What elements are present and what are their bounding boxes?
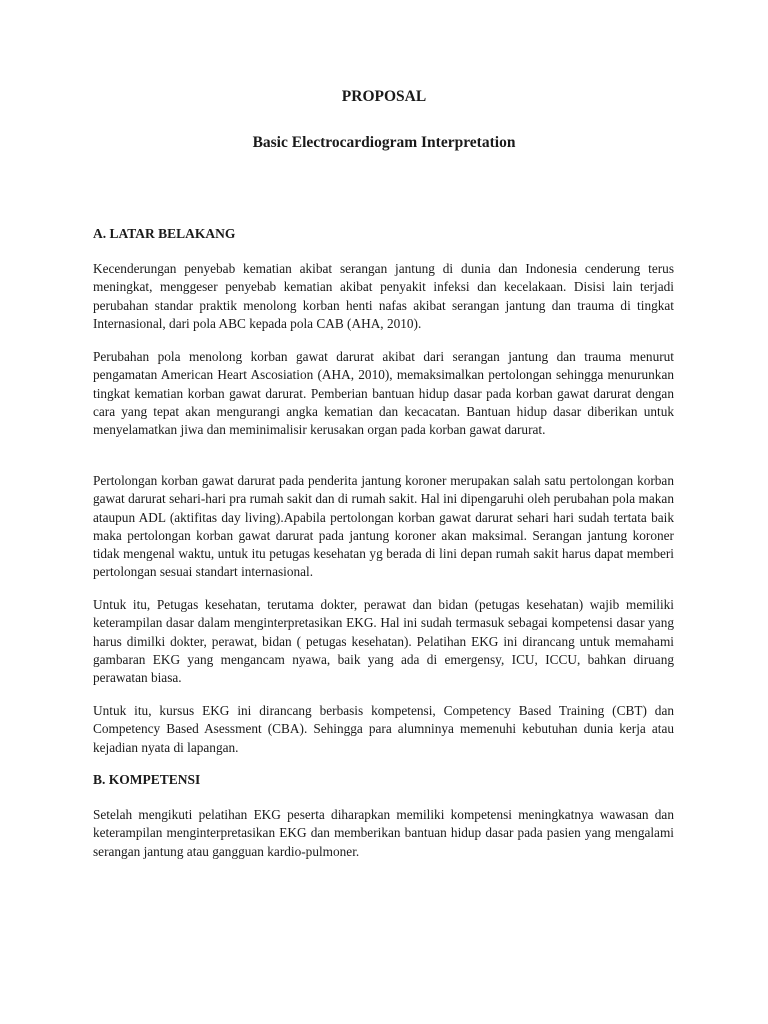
section-heading-kompetensi: B. KOMPETENSI xyxy=(93,772,201,787)
section-heading-latar-belakang: A. LATAR BELAKANG xyxy=(93,226,236,241)
paragraph: Untuk itu, Petugas kesehatan, terutama dokter, perawat dan bidan (petugas kesehatan) wajib memiliki keterampilan dasar dalam menginterpretasikan EKG. Hal ini sudah termasuk sebagai kompetensi dasar yang harus dimilki dokter, perawat, bidan ( petugas kesehatan). Pelatihan EKG ini dirancang untuk memahami gambaran EKG yang mengancam nyawa, baik yang ada di emergensy, ICU, ICCU, bahkan diruang perawatan biasa. xyxy=(93,597,674,686)
document-title: PROPOSAL xyxy=(341,88,427,105)
paragraph: Pertolongan korban gawat darurat pada penderita jantung koroner merupakan salah satu pertolongan korban gawat darurat sehari-hari pra rumah sakit dan di rumah sakit. Hal ini dipengaruhi oleh perubahan pola makan ataupun ADL (aktifitas day living).Apabila pertolongan korban gawat darurat sehari hari sudah tertata baik maka pertolongan korban gawat darurat pada jantung koroner akan maksimal. Serangan jantung koroner tidak mengenal waktu, untuk itu petugas kesehatan yg berada di lini depan rumah sakit harus dapat memberi pertolongan sesuai standart internasional. xyxy=(93,473,674,580)
paragraph: Kecenderungan penyebab kematian akibat serangan jantung di dunia dan Indonesia cenderung terus meningkat, menggeser penyebab kematian akibat penyakit infeksi dan kecelakaan. Disisi lain terjadi perubahan standar praktik menolong korban henti nafas akibat serangan jantung dan trauma di tingkat Internasional, dari pola ABC kepada pola CAB (AHA, 2010). xyxy=(93,261,674,331)
paragraph: Setelah mengikuti pelatihan EKG peserta diharapkan memiliki kompetensi meningkatnya wawasan dan keterampilan menginterpretasikan EKG dan memberikan bantuan hidup dasar pada pasien yang mengalami serangan jantung atau gangguan kardio-pulmoner. xyxy=(93,807,674,859)
paragraph: Perubahan pola menolong korban gawat darurat akibat dari serangan jantung dan trauma menurut pengamatan American Heart Ascosiation (AHA, 2010), memaksimalkan pertolongan sehingga menurunkan tingkat kematian korban gawat darurat. Pemberian bantuan hidup dasar pada korban gawat darurat dengan cara yang tepat akan mengurangi angka kematian dan kecacatan. Bantuan hidup dasar diberikan untuk menyelamatkan jiwa dan meminimalisir kerusakan organ pada korban gawat darurat. xyxy=(93,349,674,438)
paragraph: Untuk itu, kursus EKG ini dirancang berbasis kompetensi, Competency Based Training (CBT) dan Competency Based Asessment (CBA). Sehingga para alumninya memenuhi kebutuhan dunia kerja atau kejadian nyata di lapangan. xyxy=(93,703,674,755)
document-subtitle: Basic Electrocardiogram Interpretation xyxy=(252,134,516,151)
